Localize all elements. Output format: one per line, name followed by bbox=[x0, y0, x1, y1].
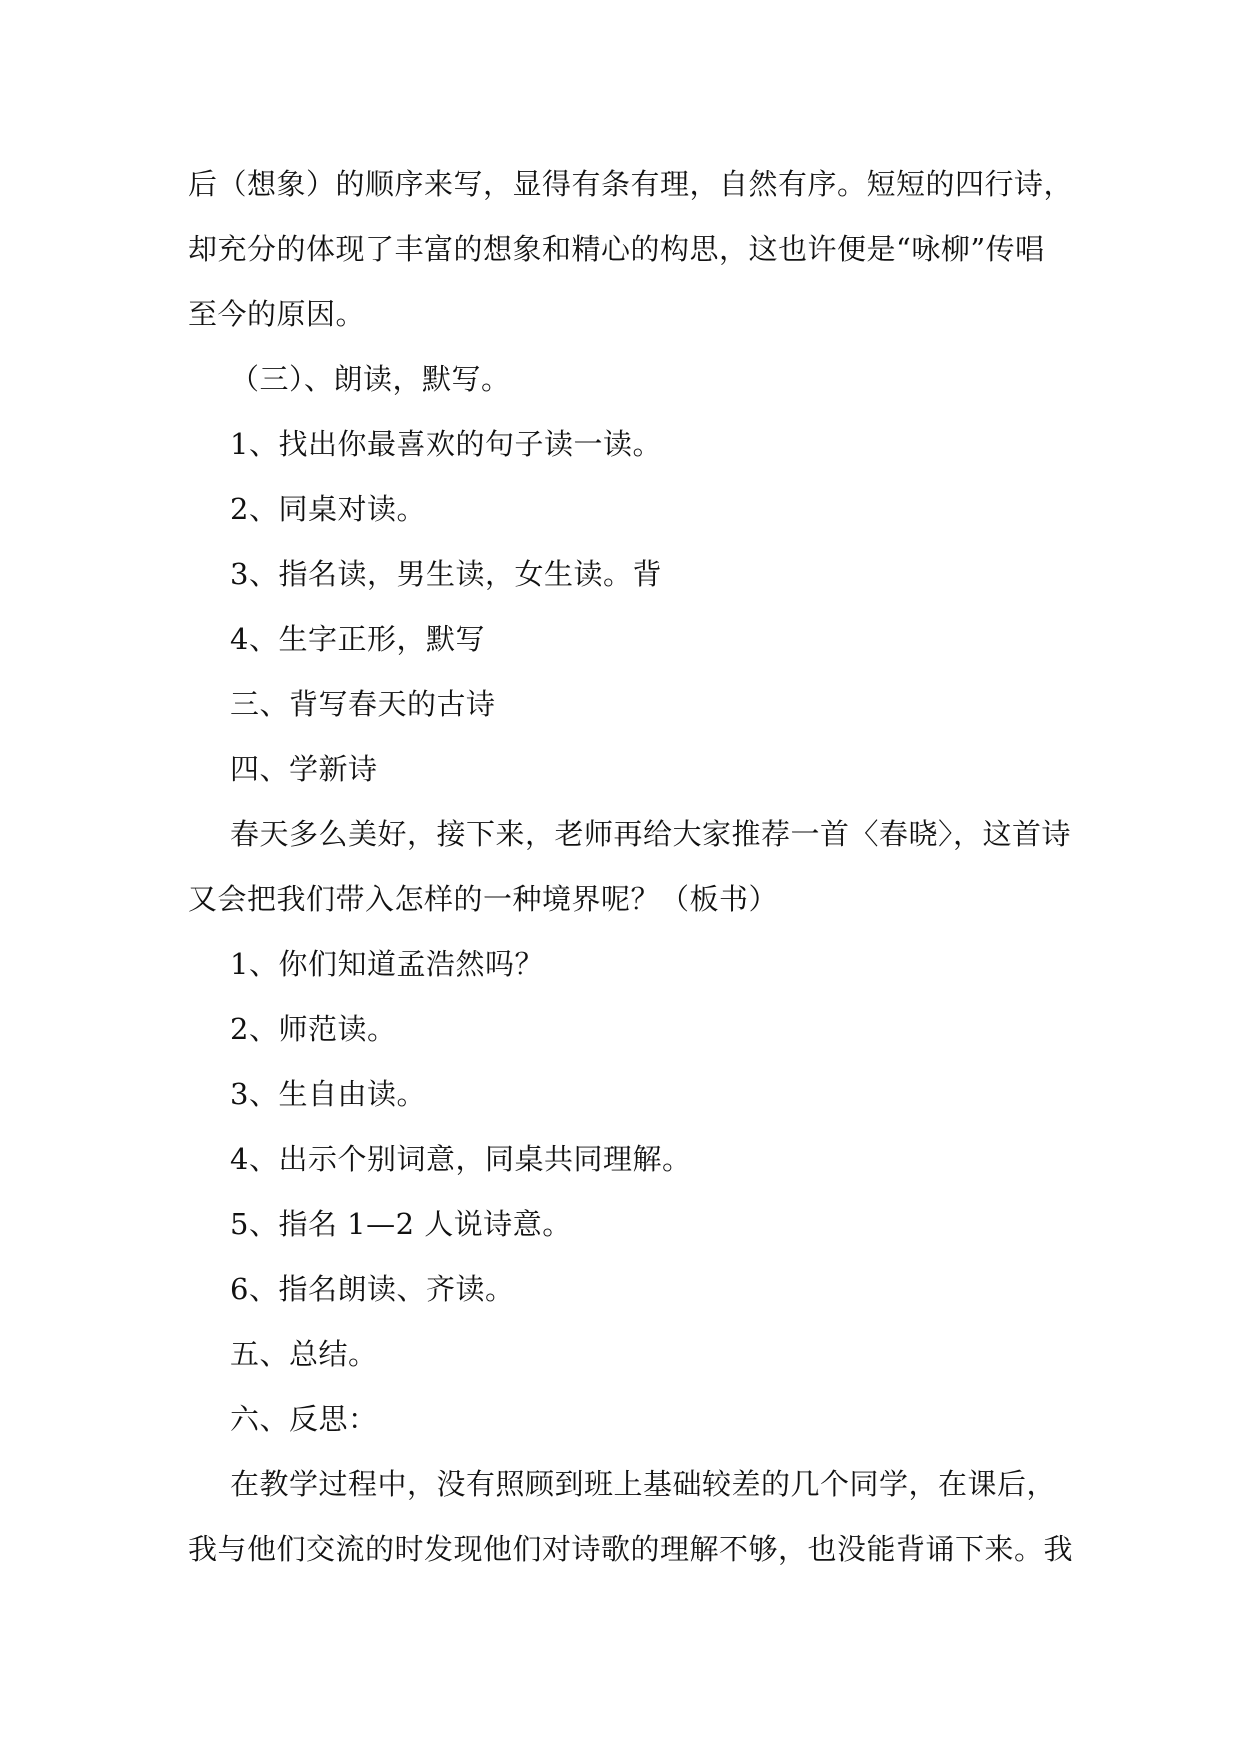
section-4-item: 3、生自由读。 bbox=[230, 1077, 426, 1111]
paragraph-1-line-2: 却充分的体现了丰富的想象和精心的构思，这也许便是“咏柳”传唱 bbox=[188, 232, 1045, 266]
section-3-item: 2、同桌对读。 bbox=[230, 492, 426, 526]
section-3-heading: （三）、朗读，默写。 bbox=[230, 362, 511, 396]
heading-6: 六、反思： bbox=[230, 1402, 378, 1436]
paragraph-1-line-3: 至今的原因。 bbox=[188, 297, 366, 331]
heading-5: 五、总结。 bbox=[230, 1337, 378, 1371]
section-4-item: 5、指名 1—2 人说诗意。 bbox=[230, 1207, 572, 1241]
section-3-item: 1、找出你最喜欢的句子读一读。 bbox=[230, 427, 662, 461]
section-4-item: 1、你们知道孟浩然吗？ bbox=[230, 947, 544, 981]
section-3-item: 4、生字正形，默写 bbox=[230, 622, 485, 656]
paragraph-3-line-2: 我与他们交流的时发现他们对诗歌的理解不够，也没能背诵下来。我 bbox=[188, 1532, 1074, 1566]
paragraph-3-line-1: 在教学过程中，没有照顾到班上基础较差的几个同学，在课后， bbox=[230, 1467, 1057, 1501]
heading-3: 三、背写春天的古诗 bbox=[230, 687, 496, 721]
paragraph-2-line-1: 春天多么美好，接下来，老师再给大家推荐一首〈春晓〉，这首诗 bbox=[230, 817, 1072, 851]
section-4-item: 4、出示个别词意，同桌共同理解。 bbox=[230, 1142, 692, 1176]
section-3-item: 3、指名读，男生读，女生读。背 bbox=[230, 557, 662, 591]
section-4-item: 2、师范读。 bbox=[230, 1012, 397, 1046]
section-4-item: 6、指名朗读、齐读。 bbox=[230, 1272, 515, 1306]
paragraph-1-line-1: 后（想象）的顺序来写，显得有条有理，自然有序。短短的四行诗， bbox=[188, 167, 1074, 201]
paragraph-2-line-2: 又会把我们带入怎样的一种境界呢？（板书） bbox=[188, 882, 779, 916]
heading-4: 四、学新诗 bbox=[230, 752, 378, 786]
